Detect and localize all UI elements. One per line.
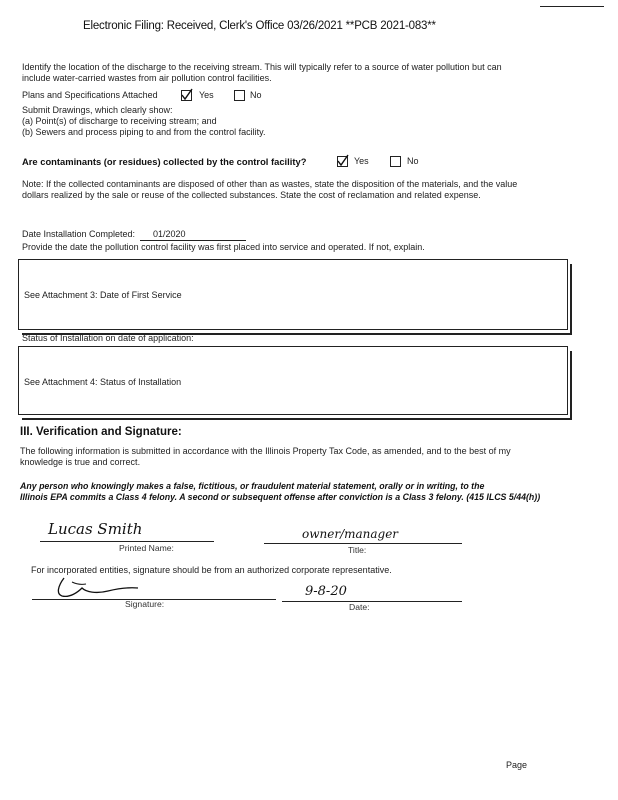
first-service-text: See Attachment 3: Date of First Service bbox=[24, 290, 182, 300]
contaminants-note bbox=[22, 179, 517, 201]
printed-name-label: Printed Name: bbox=[119, 543, 174, 553]
drawings-line: (a) Point(s) of discharge to receiving stream; and bbox=[22, 116, 217, 126]
printed-name-value: Lucas Smith bbox=[48, 520, 143, 538]
date-installation-value: 01/2020 bbox=[153, 229, 186, 239]
contaminants-note-line: Note: If the collected contaminants are disposed of other than as wastes, state the disposition of the materials, and the value bbox=[22, 179, 518, 189]
signature-label: Signature: bbox=[125, 599, 165, 609]
felony-warning-line: Illinois EPA commits a Class 4 felony. A second or subsequent offense after conviction is a Class 3 felony. (415 ILCS 5/44(h)) bbox=[20, 492, 541, 502]
discharge-instructions-line: include water-carried wastes from air pollution control facilities. bbox=[22, 73, 272, 83]
provide-date-instructions: Provide the date the pollution control facility was first placed into service and operated. If not, explain. bbox=[22, 242, 425, 252]
efiling-stamp: Electronic Filing: Received, Clerk's Office 03/26/2021 **PCB 2021-083** bbox=[83, 20, 436, 32]
contaminants-no-checkbox[interactable] bbox=[390, 156, 401, 167]
contaminants-note-line: dollars realized by the sale or reuse of the collected substances. State the cost of reclamation and related expense. bbox=[22, 190, 481, 200]
top-right-rule bbox=[540, 6, 604, 7]
discharge-instructions bbox=[22, 62, 502, 84]
checkmark-icon bbox=[337, 154, 349, 167]
verification-heading: III. Verification and Signature: bbox=[20, 426, 182, 438]
plans-no-label: No bbox=[250, 90, 262, 100]
verification-statement-line: The following information is submitted in accordance with the Illinois Property Tax Code, as amended, and to the best of my bbox=[20, 446, 511, 456]
plans-yes-label: Yes bbox=[199, 90, 214, 100]
page-label: Page bbox=[506, 760, 528, 770]
title-value: owner/manager bbox=[302, 527, 399, 541]
plans-yes-checkbox[interactable] bbox=[181, 90, 192, 101]
felony-warning-line: Any person who knowingly makes a false, fictitious, or fraudulent material statement, orally or in writing, to the bbox=[20, 481, 485, 491]
contaminants-question: Are contaminants (or residues) collected by the control facility? bbox=[22, 156, 307, 167]
drawings-line: Submit Drawings, which clearly show: bbox=[22, 105, 173, 115]
title-line bbox=[264, 543, 462, 544]
contaminants-yes-label: Yes bbox=[354, 156, 369, 166]
plans-no-checkbox[interactable] bbox=[234, 90, 245, 101]
drawings-line: (b) Sewers and process piping to and from the control facility. bbox=[22, 127, 266, 137]
incorporated-note: For incorporated entities, signature should be from an authorized corporate representative. bbox=[31, 565, 392, 575]
status-installation-label: Status of Installation on date of application: bbox=[22, 333, 194, 343]
verification-statement bbox=[20, 446, 511, 468]
title-label: Title: bbox=[348, 545, 367, 555]
date-label: Date: bbox=[349, 602, 370, 612]
felony-warning bbox=[20, 481, 540, 503]
contaminants-yes-checkbox[interactable] bbox=[337, 156, 348, 167]
status-installation-text: See Attachment 4: Status of Installation bbox=[24, 377, 182, 387]
date-line bbox=[282, 601, 462, 602]
date-installation-underline bbox=[140, 240, 246, 241]
verification-statement-line: knowledge is true and correct. bbox=[20, 457, 141, 467]
discharge-instructions-line: Identify the location of the discharge to the receiving stream. This will typically refer to a source of water pollution but can bbox=[22, 62, 502, 72]
plans-label: Plans and Specifications Attached bbox=[22, 90, 158, 100]
contaminants-no-label: No bbox=[407, 156, 419, 166]
date-installation-label: Date Installation Completed: bbox=[22, 229, 136, 239]
printed-name-line bbox=[40, 541, 214, 542]
checkmark-icon bbox=[181, 88, 193, 101]
drawings-instructions bbox=[22, 105, 265, 138]
date-value: 9-8-20 bbox=[305, 584, 347, 599]
